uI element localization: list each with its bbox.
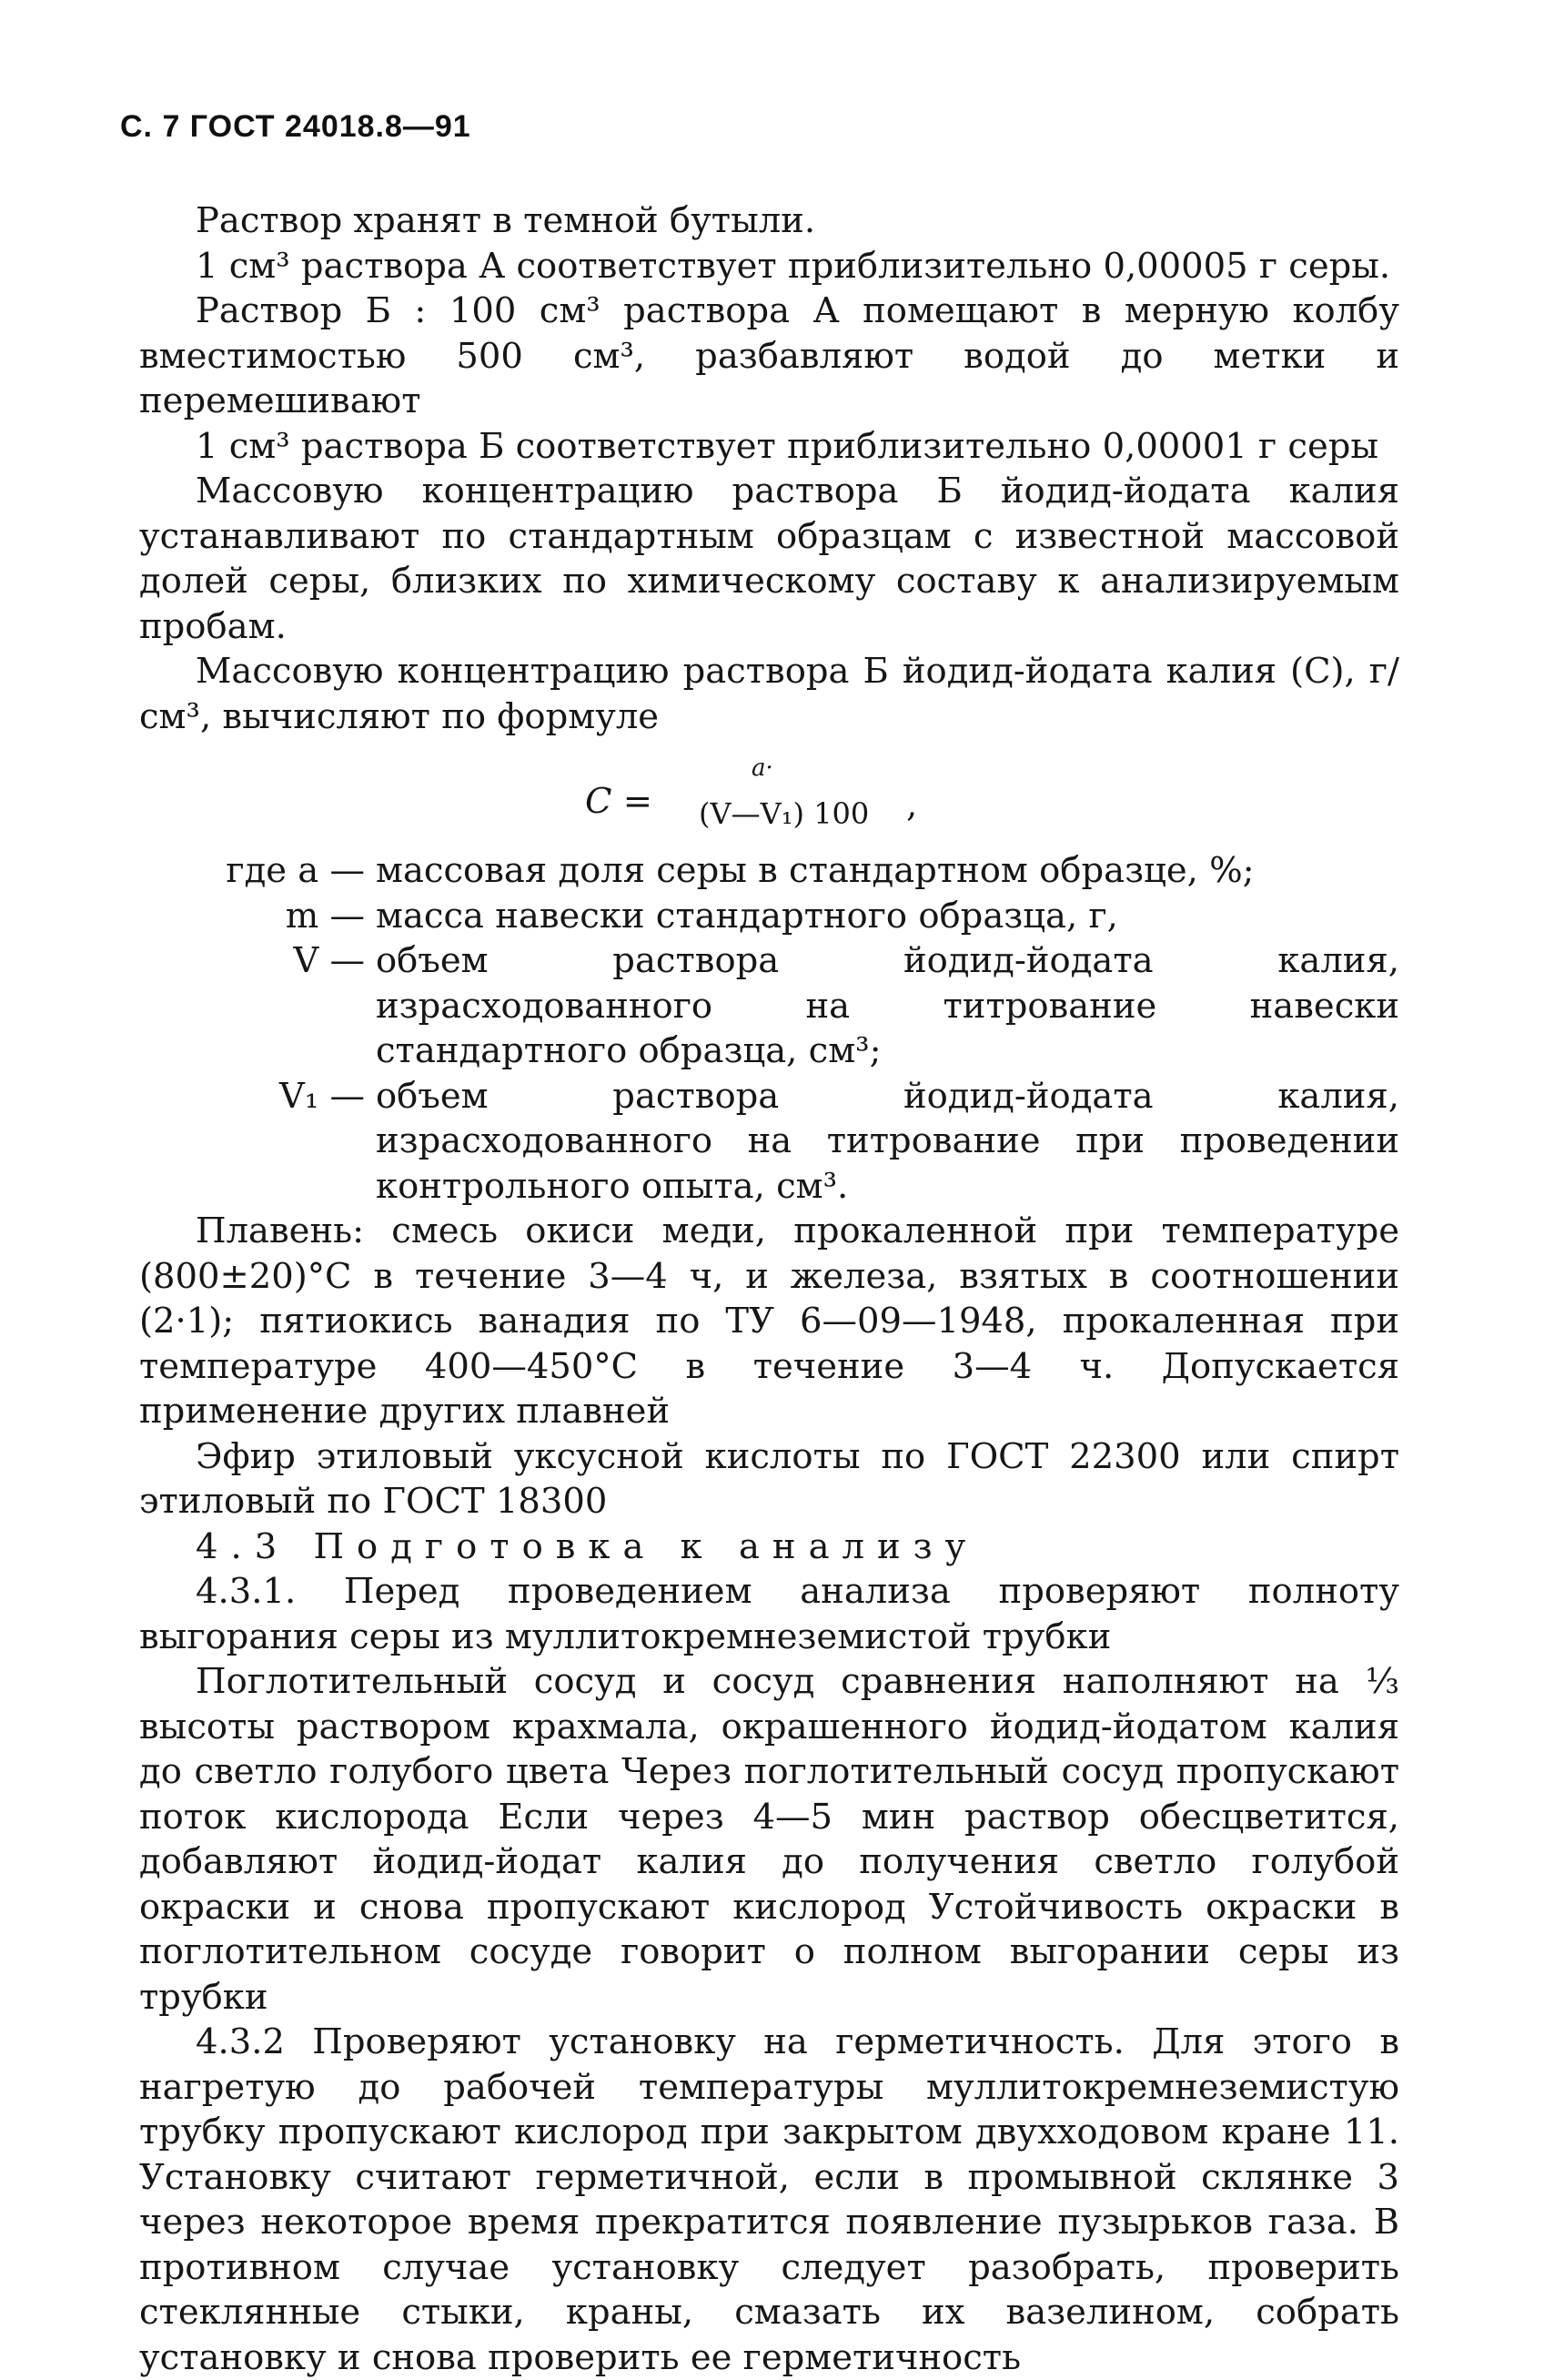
legend-symbol: V —: [293, 940, 365, 981]
legend-symbol: V₁ —: [279, 1075, 365, 1117]
legend-symbol: m —: [285, 895, 365, 937]
legend-row: [139, 938, 1399, 1074]
paragraph: 4.3.1. Перед проведением анализа проверяют полноту выгорания серы из муллитокремнеземистой трубки: [139, 1571, 1399, 1657]
paragraph: Эфир этиловый уксусной кислоты по ГОСТ 22300 или спирт этиловый по ГОСТ 18300: [139, 1435, 1399, 1522]
section-heading: 4.3 Подготовка к анализу: [196, 1525, 979, 1567]
legend-text: объем раствора йодид-йодата калия, израсходованного на титрование навески стандартного образца, см³;: [376, 940, 1399, 1071]
paragraph: Массовую концентрацию раствора Б йодид-йодата калия устанавливают по стандартным образцам с известной массовой долей серы, близких по химическому составу к анализируемым пробам.: [139, 471, 1399, 647]
document-body: [139, 198, 1399, 2380]
paragraph: 4.3.2 Проверяют установку на герметичность. Для этого в нагретую до рабочей температуры муллитокремнеземистую трубку пропускают кислород при закрытом двухходовом кране 11. Установку считают герметичной, если в промывной склянке 3 через некоторое время прекратится появление пузырьков газа. В противном случае установку следует разобрать, проверить стеклянные стыки, краны, смазать их вазелином, собрать установку и снова проверить ее герметичность: [139, 2021, 1399, 2378]
paragraph: 1 см³ раствора Б соответствует приблизительно 0,00001 г серы: [196, 425, 1379, 467]
formula-legend: [139, 848, 1399, 1209]
paragraph: Плавень: смесь окиси меди, прокаленной при температуре (800±20)°С в течение 3—4 ч, и железа, взятых в соотношении (2·1); пятиокись ванадия по ТУ 6—09—1948, прокаленная при температуре 400—450°С в течение 3—4 ч. Допускается применение других плавней: [139, 1210, 1399, 1432]
legend-symbol: где a —: [226, 850, 365, 891]
page-header: С. 7 ГОСТ 24018.8—91: [120, 109, 471, 144]
legend-row: [139, 848, 1399, 894]
formula-denominator: (V—V₁) 100: [699, 796, 870, 831]
formula-numerator: a·: [752, 755, 773, 782]
paragraph: Раствор Б : 100 см³ раствора А помещают в мерную колбу вместимостью 500 см³, разбавляют водой до метки и перемешивают: [139, 290, 1399, 421]
legend-text: объем раствора йодид-йодата калия, израсходованного на титрование при проведении контрольного опыта, см³.: [376, 1075, 1399, 1207]
formula-lhs: C =: [585, 781, 652, 822]
legend-text: массовая доля серы в стандартном образце, %;: [376, 850, 1255, 891]
formula: [139, 739, 1399, 848]
paragraph: Раствор хранят в темной бутыли.: [196, 200, 816, 241]
legend-text: масса навески стандартного образца, г,: [376, 895, 1118, 937]
formula-trailing: ,: [906, 785, 918, 825]
paragraph: 1 см³ раствора А соответствует приблизительно 0,00005 г серы.: [196, 245, 1391, 287]
paragraph: Массовую концентрацию раствора Б йодид-йодата калия (С), г/см³, вычисляют по формуле: [139, 651, 1399, 737]
paragraph: Поглотительный сосуд и сосуд сравнения наполняют на ⅓ высоты раствором крахмала, окрашенного йодид-йодатом калия до светло голубого цвета Через поглотительный сосуд пропускают поток кислорода Если через 4—5 мин раствор обесцветится, добавляют йодид-йодат калия до получения светло голубой окраски и снова пропускают кислород Устойчивость окраски в поглотительном сосуде говорит о полном выгорании серы из трубки: [139, 1661, 1399, 2018]
legend-row: [139, 894, 1399, 939]
legend-row: [139, 1074, 1399, 1210]
